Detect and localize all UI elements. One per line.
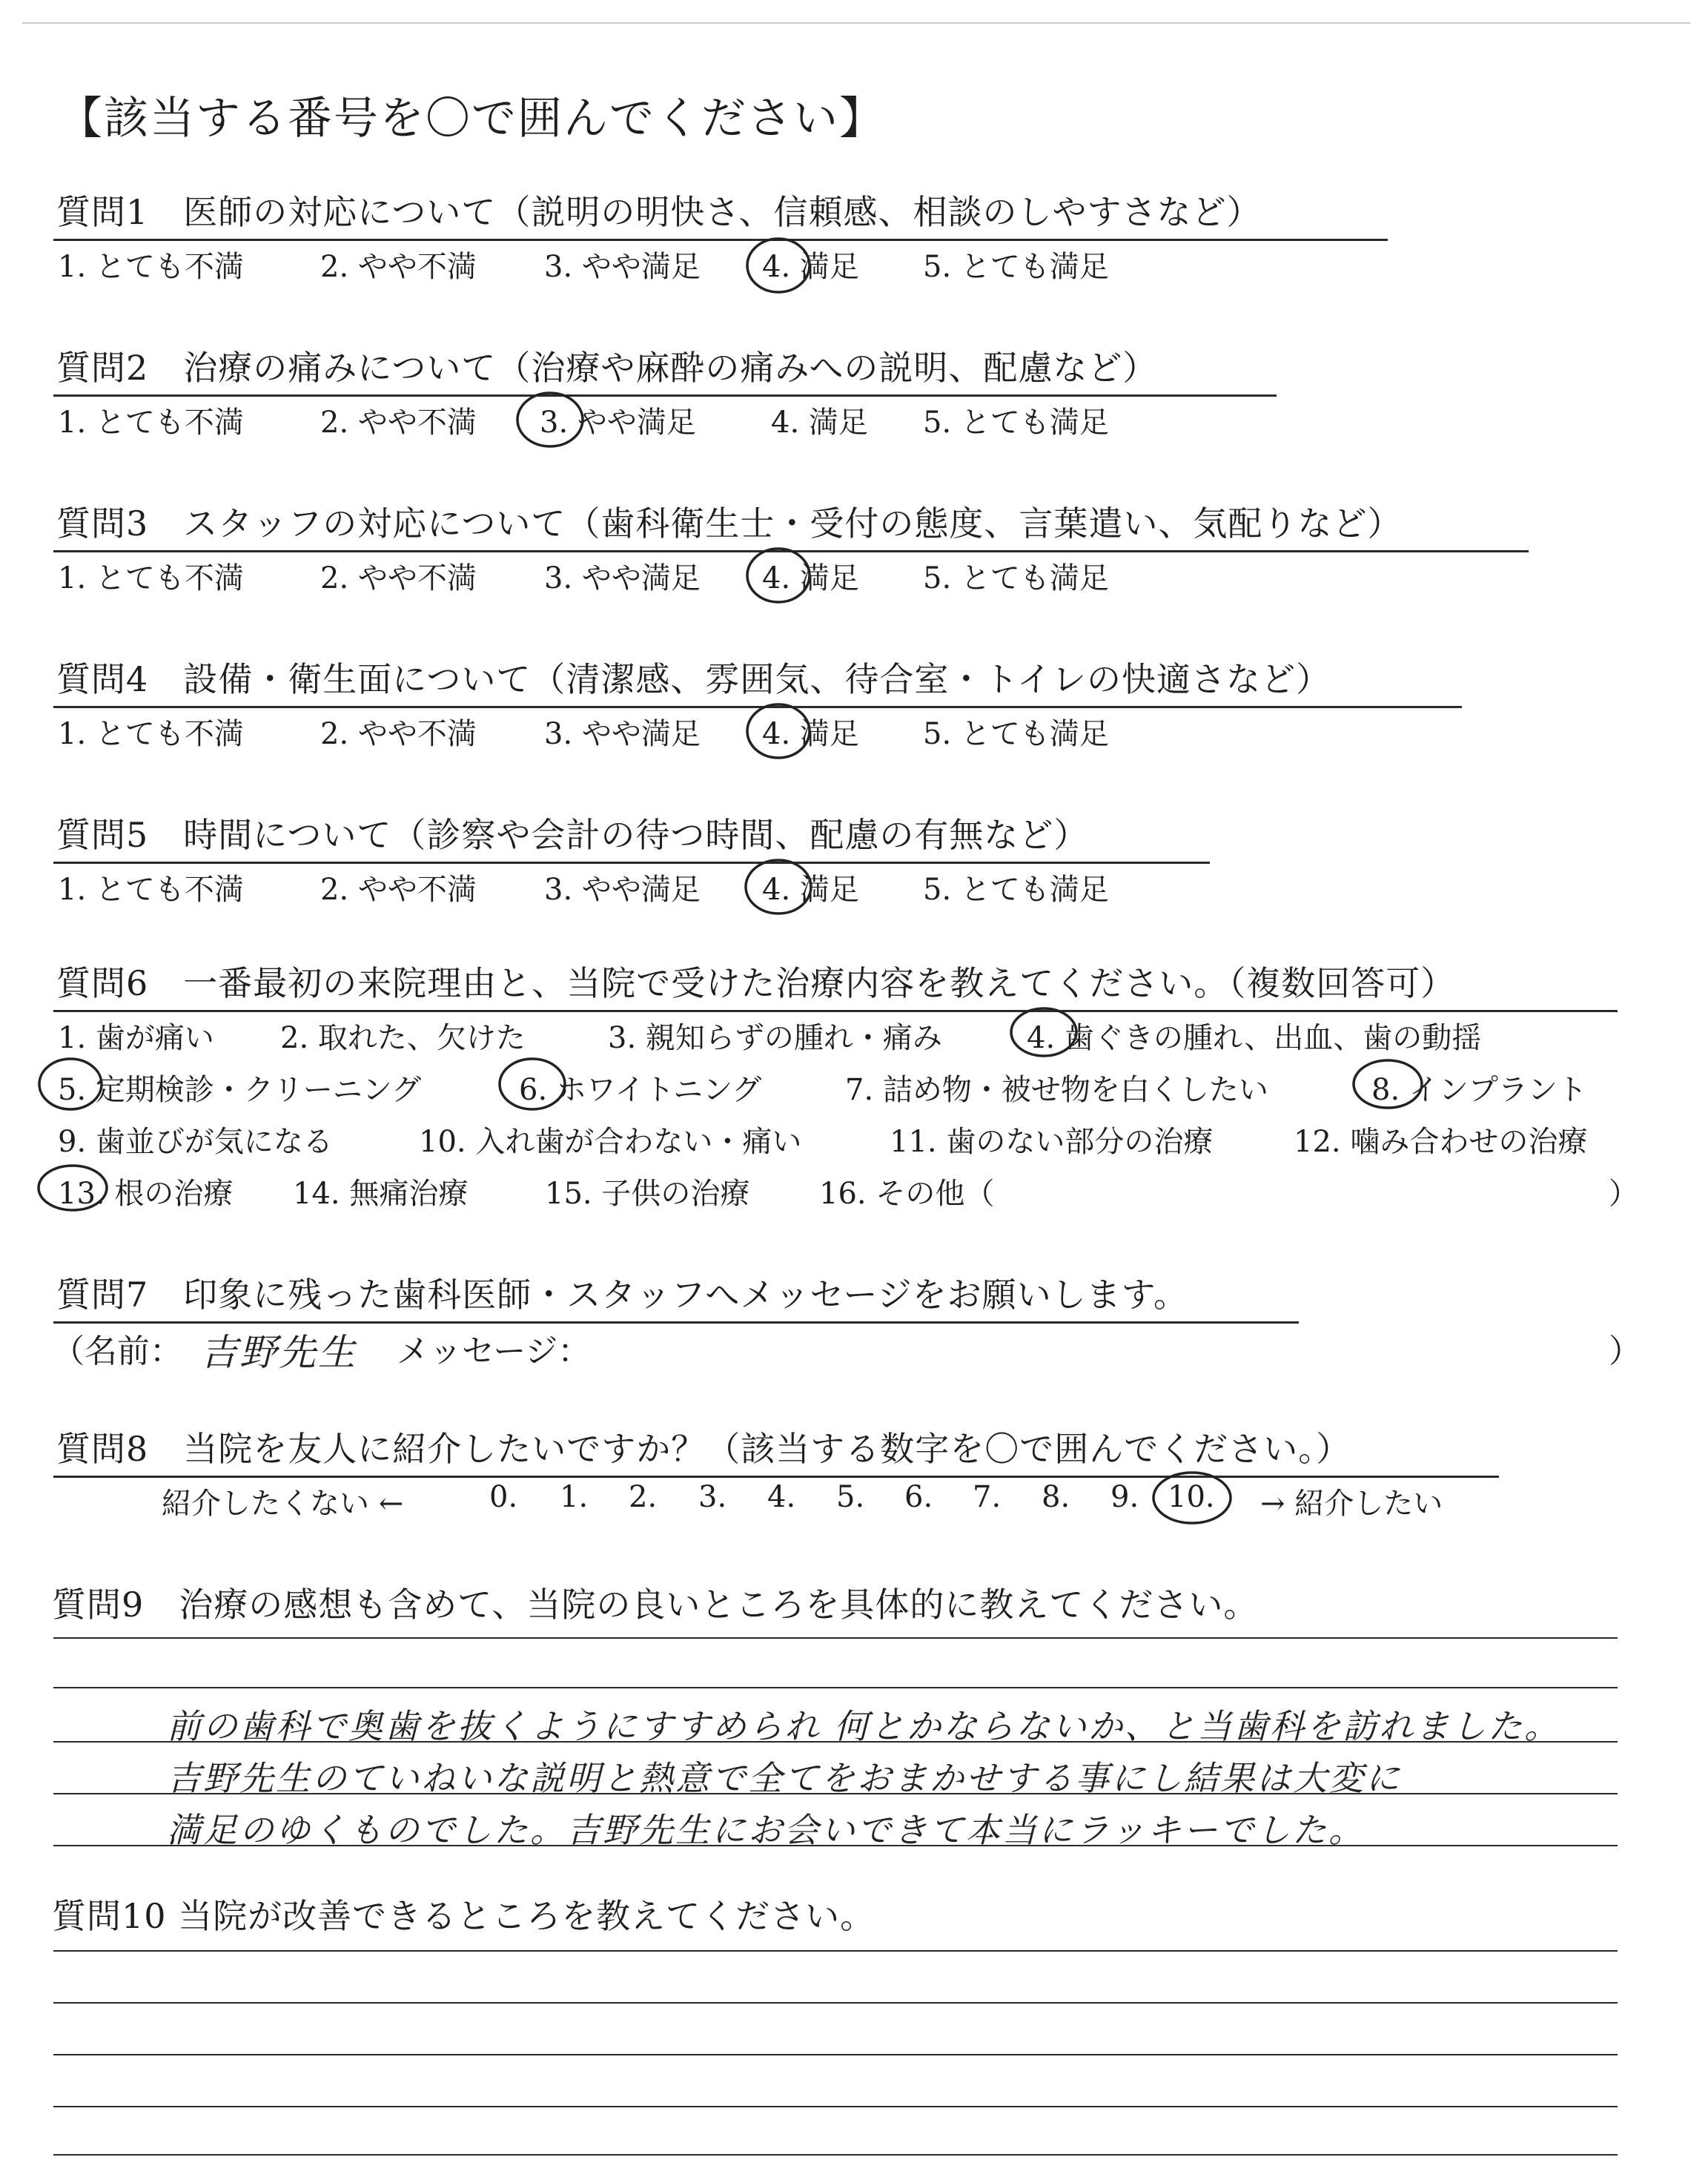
question-9-label: 質問9 治療の感想も含めて、当院の良いところを具体的に教えてください。 [52, 1585, 1259, 1625]
q7-message-prefix: メッセージ： [397, 1332, 591, 1370]
q5-option-3[interactable]: 3. やや満足 [544, 873, 701, 907]
question-7-label: 質問7 印象に残った歯科医師・スタッフへメッセージをお願いします。 [56, 1275, 1188, 1315]
question-3-underline [53, 550, 1529, 552]
q10-answer-line-5 [53, 2154, 1618, 2156]
q9-answer-text-1[interactable]: 前の歯科で奥歯を抜くようにすすめられ 何とかならないか、と当歯科を訪れました。 [167, 1706, 1561, 1746]
q6-option-12[interactable]: 12. 噛み合わせの治療 [1294, 1125, 1588, 1159]
q3-option-3[interactable]: 3. やや満足 [544, 561, 701, 595]
q1-option-1[interactable]: 1. とても不満 [58, 250, 244, 284]
q9-answer-line-1 [53, 1637, 1618, 1639]
q6-option-7[interactable]: 7. 詰め物・被せ物を白くしたい [845, 1073, 1268, 1107]
q8-number-8[interactable]: 8. [1042, 1480, 1070, 1514]
q5-option-5[interactable]: 5. とても満足 [923, 873, 1109, 907]
question-8-scale [0, 1480, 1708, 1525]
q4-option-1[interactable]: 1. とても不満 [58, 717, 244, 751]
q4-option-2[interactable]: 2. やや不満 [320, 717, 477, 751]
q3-option-1[interactable]: 1. とても不満 [58, 561, 244, 595]
q10-answer-line-1 [53, 1950, 1618, 1952]
q6-option-5[interactable]: 5. 定期検診・クリーニング [58, 1073, 422, 1107]
q6-other-close-paren: ） [1609, 1177, 1638, 1211]
q9-answer-line-2 [53, 1687, 1618, 1688]
q5-option-4[interactable]: 4. 満足 [762, 873, 859, 907]
q10-answer-line-2 [53, 2002, 1618, 2004]
q6-option-8[interactable]: 8. インプラント [1371, 1073, 1587, 1107]
q1-option-2[interactable]: 2. やや不満 [320, 250, 477, 284]
q3-option-2[interactable]: 2. やや不満 [320, 561, 477, 595]
question-5-label: 質問5 時間について（診察や会計の待つ時間、配慮の有無など） [56, 815, 1089, 855]
question-8-label: 質問8 当院を友人に紹介したいですか？（該当する数字を〇で囲んでください。） [56, 1429, 1351, 1469]
question-1-label: 質問1 医師の対応について（説明の明快さ、信頼感、相談のしやすさなど） [56, 192, 1262, 232]
q6-option-15[interactable]: 15. 子供の治療 [545, 1177, 750, 1211]
question-6-underline [53, 1010, 1618, 1012]
q6-option-3[interactable]: 3. 親知らずの腫れ・痛み [608, 1021, 942, 1055]
q2-option-1[interactable]: 1. とても不満 [58, 406, 244, 440]
question-2-options [0, 399, 1708, 443]
q10-answer-line-4 [53, 2106, 1618, 2107]
q4-option-3[interactable]: 3. やや満足 [544, 717, 701, 751]
q5-option-2[interactable]: 2. やや不満 [320, 873, 477, 907]
q7-name-prefix: （名前： [52, 1332, 182, 1370]
q8-right-label: → 紹介したい [1260, 1487, 1443, 1521]
q8-number-4[interactable]: 4. [767, 1480, 796, 1514]
q8-number-6[interactable]: 6. [904, 1480, 933, 1514]
question-8-underline [53, 1476, 1499, 1478]
question-3-options [0, 555, 1708, 599]
q4-option-4[interactable]: 4. 満足 [762, 717, 859, 751]
page-title: 【該当する番号を〇で囲んでください】 [58, 93, 885, 145]
q6-option-4[interactable]: 4. 歯ぐきの腫れ、出血、歯の動揺 [1027, 1021, 1482, 1055]
q8-number-7[interactable]: 7. [973, 1480, 1002, 1514]
q3-option-5[interactable]: 5. とても満足 [923, 561, 1109, 595]
q5-option-1[interactable]: 1. とても不満 [58, 873, 244, 907]
question-2-underline [53, 394, 1277, 397]
q6-option-14[interactable]: 14. 無痛治療 [293, 1177, 469, 1211]
q6-option-10[interactable]: 10. 入れ歯が合わない・痛い [419, 1125, 802, 1159]
q8-number-1[interactable]: 1. [560, 1480, 589, 1514]
top-border-line [22, 22, 1690, 24]
q6-option-6[interactable]: 6. ホワイトニング [519, 1073, 762, 1107]
q2-option-3[interactable]: 3. やや満足 [540, 406, 696, 440]
q8-number-2[interactable]: 2. [629, 1480, 658, 1514]
question-1-options [0, 243, 1708, 288]
question-6-label: 質問6 一番最初の来院理由と、当院で受けた治療内容を教えてください。（複数回答可） [56, 963, 1456, 1003]
q1-option-5[interactable]: 5. とても満足 [923, 250, 1109, 284]
q8-number-10[interactable]: 10. [1168, 1480, 1215, 1514]
q3-option-4[interactable]: 4. 満足 [762, 561, 859, 595]
q8-number-9[interactable]: 9. [1110, 1480, 1139, 1514]
q10-answer-line-3 [53, 2054, 1618, 2055]
question-10-label: 質問10 当院が改善できるところを教えてください。 [52, 1896, 875, 1936]
q1-option-4[interactable]: 4. 満足 [762, 250, 859, 284]
question-1-underline [53, 239, 1388, 241]
q9-answer-text-3[interactable]: 満足のゆくものでした。吉野先生にお会いできて本当にラッキーでした。 [167, 1810, 1366, 1850]
q8-left-label: 紹介したくない ← [162, 1487, 404, 1521]
question-4-label: 質問4 設備・衛生面について（清潔感、雰囲気、待合室・トイレの快適さなど） [56, 659, 1331, 699]
q9-answer-text-2[interactable]: 吉野先生のていねいな説明と熱意で全てをおまかせする事にし結果は大変に [167, 1758, 1402, 1798]
q6-option-9[interactable]: 9. 歯並びが気になる [58, 1125, 333, 1159]
q2-option-2[interactable]: 2. やや不満 [320, 406, 477, 440]
q6-option-11[interactable]: 11. 歯のない部分の治療 [890, 1125, 1214, 1159]
q6-option-1[interactable]: 1. 歯が痛い [58, 1021, 214, 1055]
q6-option-13[interactable]: 13. 根の治療 [58, 1177, 234, 1211]
question-4-options [0, 710, 1708, 755]
q7-close-paren: ） [1609, 1332, 1641, 1370]
question-5-underline [53, 862, 1210, 864]
q8-number-5[interactable]: 5. [836, 1480, 865, 1514]
q6-option-2[interactable]: 2. 取れた、欠けた [280, 1021, 526, 1055]
q6-option-16[interactable]: 16. その他（ [819, 1177, 995, 1211]
question-4-underline [53, 706, 1462, 708]
q2-option-5[interactable]: 5. とても満足 [923, 406, 1109, 440]
question-6-options [0, 1014, 1708, 1222]
q8-number-0[interactable]: 0. [489, 1480, 518, 1514]
q8-number-3[interactable]: 3. [698, 1480, 727, 1514]
q4-option-5[interactable]: 5. とても満足 [923, 717, 1109, 751]
question-5-options [0, 866, 1708, 911]
question-3-label: 質問3 スタッフの対応について（歯科衛生士・受付の態度、言葉遣い、気配りなど） [56, 503, 1403, 544]
question-2-label: 質問2 治療の痛みについて（治療や麻酔の痛みへの説明、配慮など） [56, 348, 1158, 388]
q7-name-value[interactable]: 吉野先生 [200, 1331, 357, 1374]
q1-option-3[interactable]: 3. やや満足 [544, 250, 701, 284]
q2-option-4[interactable]: 4. 満足 [771, 406, 868, 440]
